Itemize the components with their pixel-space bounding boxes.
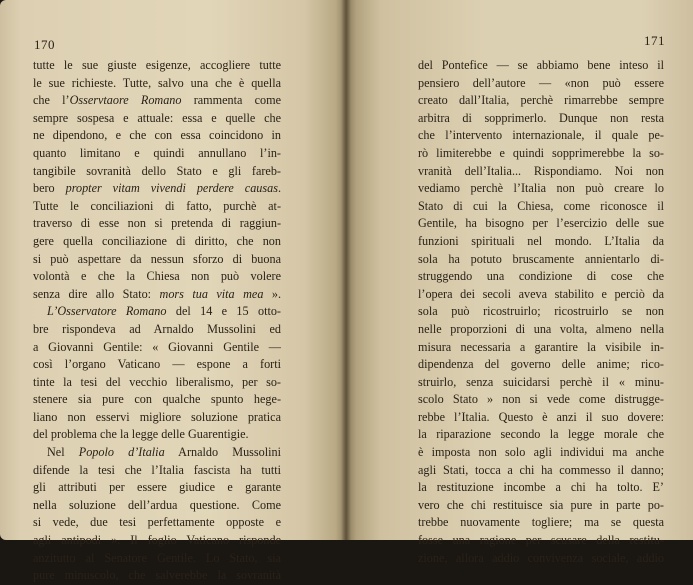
text-line xyxy=(418,550,664,568)
text-run: liano non esservi migliore soluzione pratica xyxy=(33,409,281,424)
text-run: del 14 e 15 otto- xyxy=(166,304,281,319)
text-run: si può aspettare da nessun sforzo di buona xyxy=(33,251,281,266)
text-line xyxy=(33,339,281,357)
text-line xyxy=(33,251,281,269)
text-run: agli Stati, tocca a chi ha commesso il danno; xyxy=(418,462,664,477)
text-line xyxy=(33,303,281,321)
text-line xyxy=(33,180,281,198)
body-text xyxy=(418,57,664,567)
text-run: stenere sia pure con qualche spunto hege- xyxy=(33,392,281,407)
text-run: bre rispondeva ad Arnaldo Mussolini ed xyxy=(33,321,281,336)
text-run: Nel xyxy=(47,445,79,460)
text-run: gere quella conciliazione di diritto, che non xyxy=(33,233,281,248)
text-line xyxy=(33,550,281,568)
text-run: a Giovanni Gentile: « Giovanni Gentile — xyxy=(33,339,281,354)
text-line xyxy=(418,409,664,427)
text-run: funzioni spirituali nel mondo. L’Italia da xyxy=(418,233,664,248)
italic-text-run: Popolo d’Italia xyxy=(78,445,165,460)
text-run: Tutte le conciliazioni di fatto, purchè at- xyxy=(33,198,281,213)
text-line xyxy=(418,163,664,181)
text-line xyxy=(418,286,664,304)
text-line xyxy=(418,251,664,269)
text-run: ne dipendono, e che con essa coincidono in xyxy=(33,128,281,143)
text-line xyxy=(418,356,664,374)
text-run: tutte le sue giuste esigenze, accogliere tutte xyxy=(33,58,281,72)
text-line xyxy=(418,127,664,145)
text-run: quanto limitano e quindi annullano l’in- xyxy=(33,145,281,160)
text-run: sempre sospesa e attuale: essa e quelle che xyxy=(33,110,281,125)
text-run: sola può ricostruirlo; ricostruirlo se non xyxy=(418,304,664,319)
text-run: pure minuscolo, che salverebbe la sovranità xyxy=(33,568,281,583)
text-line xyxy=(418,75,664,93)
text-run: gli attributi per essere giudice e garante xyxy=(33,480,281,495)
page-number: 171 xyxy=(644,33,665,48)
text-run: rebbe l’Italia. Questo è anzi il suo dovere: xyxy=(418,409,664,424)
text-run: struirlo, senza suicidarsi perchè il « minu- xyxy=(418,374,664,389)
text-line xyxy=(33,268,281,286)
text-line xyxy=(418,57,664,75)
text-run: difende la tesi che l’Italia fascista ha tutti xyxy=(33,462,281,477)
text-line xyxy=(33,57,281,75)
text-line xyxy=(33,198,281,216)
text-run: senza dire allo Stato: xyxy=(33,286,160,301)
text-run: trebbe nuovamente togliere; ma se questa xyxy=(418,515,664,530)
text-run: la restituzione incombe a chi ha tolto. E’ xyxy=(418,480,664,495)
text-run: volontà e che la Chiesa non può volere xyxy=(33,269,281,284)
text-run: anzitutto al Senatore Gentile. Lo Stato, sia xyxy=(33,550,281,565)
text-line xyxy=(33,321,281,339)
text-line xyxy=(418,514,664,532)
text-run: bero xyxy=(33,181,66,196)
text-line xyxy=(33,532,281,550)
text-run: si vede, due tesi perfettamente opposte e xyxy=(33,515,281,530)
text-run: la riparazione secondo la legge morale che xyxy=(418,427,664,442)
text-run: è imposta non solo agli individui ma anche xyxy=(418,445,664,460)
italic-text-run: mors tua vita mea xyxy=(159,286,264,301)
text-line xyxy=(33,163,281,181)
text-line xyxy=(33,567,281,585)
italic-text-run: Osservtaore Romano xyxy=(69,93,182,108)
text-run: che l’ xyxy=(33,93,70,108)
text-run: le sue richieste. Tutte, salvo una che è quella xyxy=(33,75,281,90)
text-line xyxy=(418,444,664,462)
text-run: l’opera dei secoli aveva stabilito e perciò da xyxy=(418,286,664,301)
text-run: pensiero dell’autore — «non può essere xyxy=(418,75,664,90)
text-line xyxy=(33,391,281,409)
text-line xyxy=(33,426,281,444)
text-line xyxy=(418,339,664,357)
text-line xyxy=(418,233,664,251)
text-line xyxy=(418,180,664,198)
text-run: arbitra di sopprimerlo. Dunque non resta xyxy=(418,110,664,125)
text-run: misura necessaria a garantire la visibile in- xyxy=(418,339,664,354)
body-text xyxy=(33,57,281,585)
text-run: nelle proporzioni di una volta, almeno nella xyxy=(418,321,664,336)
italic-text-run: propter vitam vivendi perdere causas xyxy=(65,181,278,196)
text-line xyxy=(33,356,281,374)
text-run: Arnaldo Mussolini xyxy=(164,445,281,460)
text-run: vranità dell’Italia... Rispondiamo. Noi non xyxy=(418,163,664,178)
text-line xyxy=(418,268,664,286)
text-line xyxy=(33,233,281,251)
text-run: sola ha potuto bruscamente annientarlo di- xyxy=(418,251,664,266)
text-run: del problema che la legge delle Guarentigie. xyxy=(33,427,249,442)
italic-text-run: L’Osservatore Romano xyxy=(47,304,167,319)
text-run: Stato di cui la Chiesa, come riconosce il xyxy=(418,198,664,213)
text-line xyxy=(418,462,664,480)
text-line xyxy=(33,110,281,128)
text-line xyxy=(418,374,664,392)
text-line xyxy=(418,215,664,233)
text-run: vediamo perchè l’Italia non può creare lo xyxy=(418,181,664,196)
text-line xyxy=(33,75,281,93)
text-run: zione, allora addio convivenza sociale, addio xyxy=(418,550,664,565)
text-line xyxy=(418,110,664,128)
page-number: 170 xyxy=(34,37,55,52)
text-run: rò limiterebbe e quindi sopprimerebbe la so- xyxy=(418,145,664,160)
text-run: rammenta come xyxy=(181,93,282,108)
text-line xyxy=(418,497,664,515)
text-run: . xyxy=(277,181,282,196)
text-line xyxy=(418,532,664,550)
text-line xyxy=(33,215,281,233)
text-run: traverso di esse non si pretenda di raggiun- xyxy=(33,216,281,231)
text-line xyxy=(33,374,281,392)
text-line xyxy=(33,145,281,163)
text-run: nella soluzione dell’ardua questione. Come xyxy=(33,497,281,512)
text-run: così l’organo Vaticano — espone a forti xyxy=(33,357,281,372)
text-line xyxy=(418,391,664,409)
text-run: tinte la tesi del vecchio liberalismo, per so- xyxy=(33,374,281,389)
text-line xyxy=(418,479,664,497)
text-line xyxy=(33,462,281,480)
text-line xyxy=(418,145,664,163)
text-run: del Pontefice — se abbiamo bene inteso il xyxy=(418,58,664,72)
text-run: tangibile sovranità dello Stato e gli fareb- xyxy=(33,163,281,178)
text-line xyxy=(33,444,281,462)
text-line xyxy=(33,286,281,304)
text-line xyxy=(418,198,664,216)
text-line xyxy=(33,127,281,145)
text-run: vero che chi restituisce sia pure in parte po- xyxy=(418,497,664,512)
text-run: struggendo una condizione di cose che xyxy=(418,269,664,284)
text-run: fosse una ragione per scusare della restitu- xyxy=(418,533,664,548)
book-gutter xyxy=(341,0,351,540)
text-run: creato dall’Italia, perchè rimarrebbe sempre xyxy=(418,93,664,108)
text-run: che l’intervento internazionale, il quale pe- xyxy=(418,128,664,143)
text-run: agli antipodi ». Il foglio Vaticano risponde xyxy=(33,533,281,548)
text-run: Gentile, ha bisogno per l’esercizio delle sue xyxy=(418,216,664,231)
text-run: scolo Stato » non si vede come distrugge- xyxy=(418,392,664,407)
text-line xyxy=(418,92,664,110)
text-line xyxy=(33,409,281,427)
text-run: ». xyxy=(263,286,282,301)
text-line xyxy=(33,92,281,110)
text-line xyxy=(33,514,281,532)
text-line xyxy=(33,497,281,515)
text-line xyxy=(418,303,664,321)
left-page xyxy=(0,0,346,583)
text-line xyxy=(418,321,664,339)
text-line xyxy=(33,479,281,497)
text-run: dipendenza del governo delle anime; rico- xyxy=(418,357,664,372)
right-page xyxy=(346,0,693,565)
text-line xyxy=(418,426,664,444)
